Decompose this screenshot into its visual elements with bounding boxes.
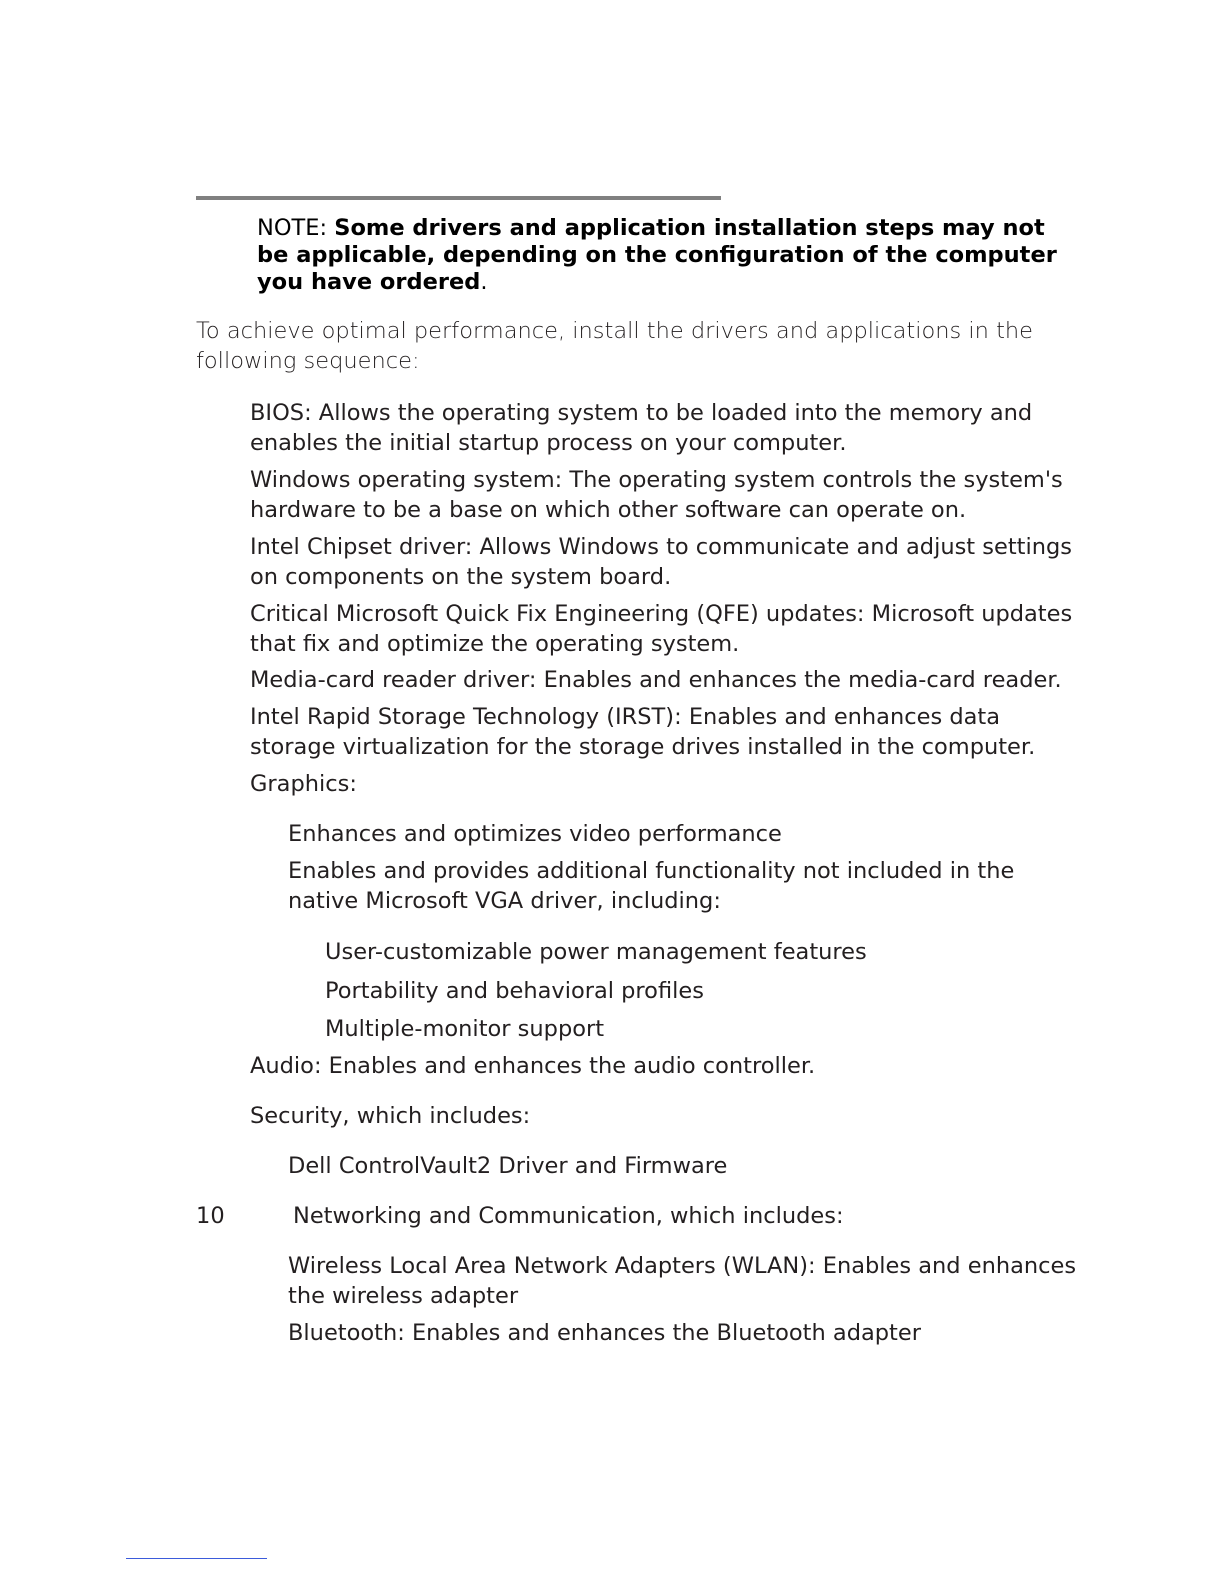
list-item-media-card: Media-card reader driver: Enables and enhances the media-card reader. [250,667,1062,693]
list-item-line: Enables and provides additional functionality not included in the [288,858,1015,884]
list-item-line: enables the initial startup process on your computer. [250,430,847,456]
list-item-line: that fix and optimize the operating system. [250,631,740,657]
note-text: Some drivers and application installation steps may not be applicable, depending on the configuration of the computer you have ordered [257,215,1057,295]
list-item-windows [250,465,1063,525]
sub-item-additional-functionality [288,856,1014,916]
footer-rule [126,1558,267,1559]
list-item-line: storage virtualization for the storage drives installed in the computer. [250,734,1036,760]
note-label: NOTE: [257,215,335,241]
sub-item-controlvault: Dell ControlVault2 Driver and Firmware [288,1153,728,1179]
list-item-security: Security, which includes: [250,1103,531,1129]
list-item-line: native Microsoft VGA driver, including: [288,888,721,914]
list-item-irst [250,702,1035,762]
list-item-bios [250,398,1032,458]
list-item-line: on components on the system board. [250,564,672,590]
list-item-line: the wireless adapter [288,1283,519,1309]
list-item-line: Windows operating system: The operating system controls the system's [250,467,1063,493]
list-item-line: Intel Rapid Storage Technology (IRST): Enables and enhances data [250,704,1000,730]
list-item-line: Intel Chipset driver: Allows Windows to communicate and adjust settings [250,534,1073,560]
sub-sub-item-multi-monitor: Multiple-monitor support [325,1016,605,1042]
sub-sub-item-portability: Portability and behavioral profiles [325,978,704,1004]
sub-item-wlan [288,1251,1076,1311]
list-item-graphics: Graphics: [250,771,357,797]
sub-item-video-performance: Enhances and optimizes video performance [288,821,782,847]
list-item-line: Critical Microsoft Quick Fix Engineering (QFE) updates: Microsoft updates [250,601,1073,627]
note-end: . [480,269,488,295]
list-item-line: BIOS: Allows the operating system to be loaded into the memory and [250,400,1033,426]
list-item-networking: Networking and Communication, which includes: [293,1203,844,1229]
page-number: 10 [196,1203,225,1229]
sub-sub-item-power-management: User-customizable power management features [325,939,867,965]
intro-paragraph: To achieve optimal performance, install the drivers and applications in the following sequence: [196,318,1033,374]
list-item-line: Wireless Local Area Network Adapters (WLAN): Enables and enhances [288,1253,1077,1279]
list-item-qfe [250,599,1072,659]
list-item-audio: Audio: Enables and enhances the audio controller. [250,1053,816,1079]
list-item-chipset [250,532,1072,592]
note-divider-rule [196,196,721,200]
list-item-line: hardware to be a base on which other software can operate on. [250,497,967,523]
note-block [257,215,1057,296]
sub-item-bluetooth: Bluetooth: Enables and enhances the Bluetooth adapter [288,1320,921,1346]
